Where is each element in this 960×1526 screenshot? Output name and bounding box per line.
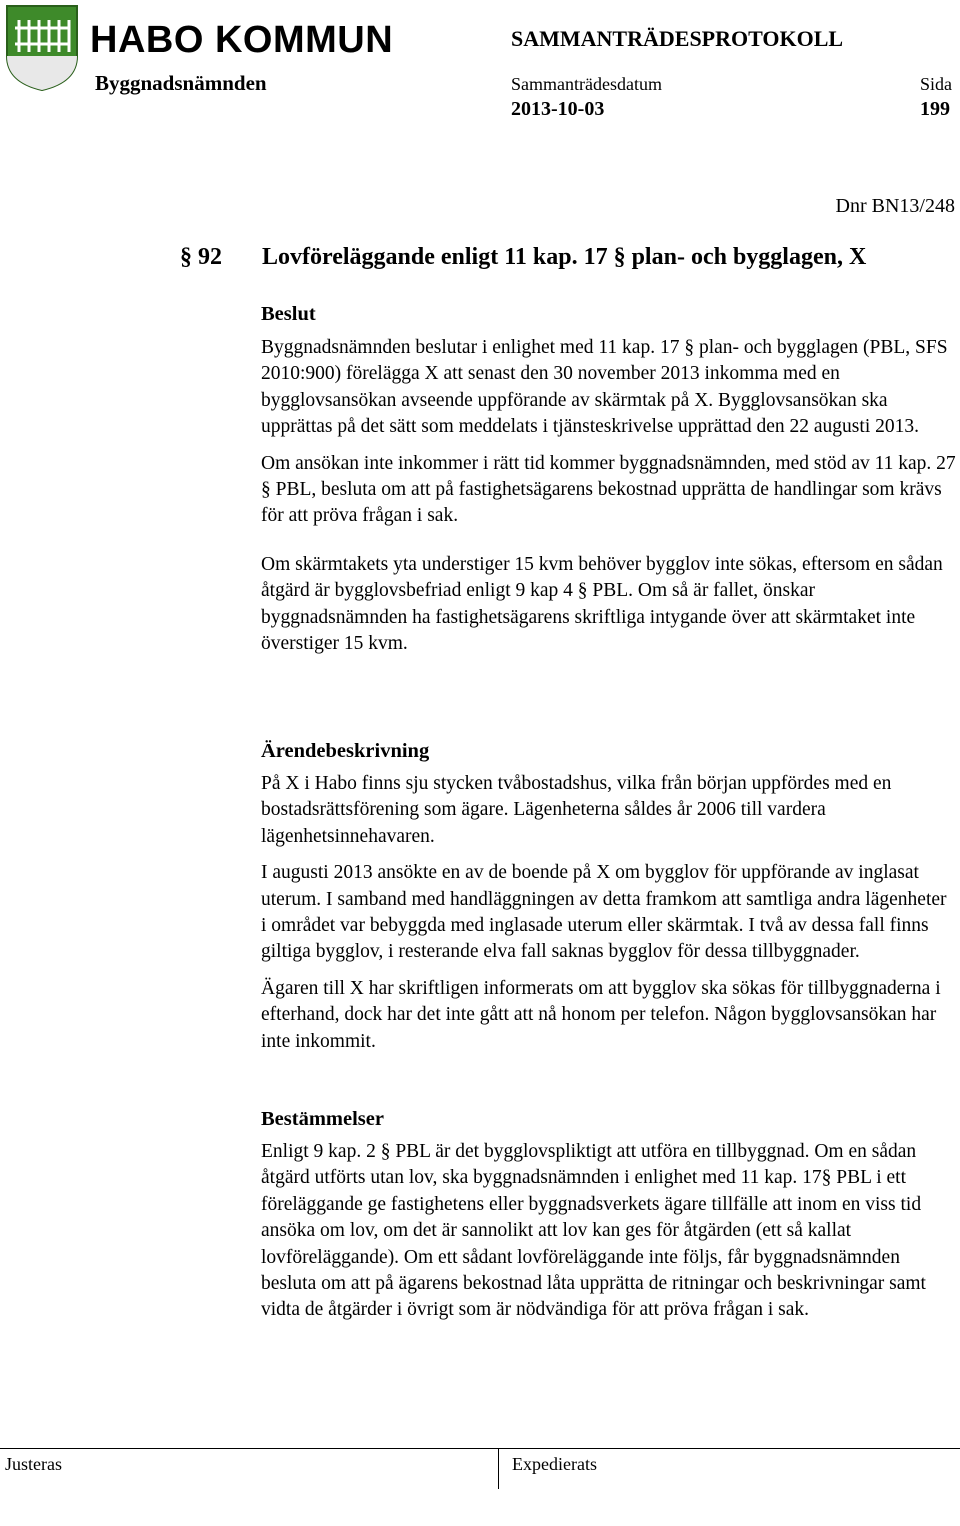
page-number: 199 <box>920 98 950 120</box>
bestammelser-heading: Bestämmelser <box>261 1108 384 1130</box>
arende-paragraph: I augusti 2013 ansökte en av de boende på X om bygglov för uppförande av inglasat uterum. I samband med handläggningen av detta framkom att samtliga andra lägenheter i området var bebyggda med inglasade uterum eller skärmtak. I två av dessa fall finns giltiga bygglov, i resterande elva fall saknas bygglov för dessa tillbyggnader. <box>261 862 947 963</box>
arendebeskrivning-heading: Ärendebeskrivning <box>261 740 430 762</box>
arende-paragraph: På X i Habo finns sju stycken tvåbostadshus, vilka från början uppfördes med en bostadsrättsförening som ägare. Lägenheterna såldes år 2006 till vardera lägenhetsinnehavaren. <box>261 773 892 847</box>
case-number: Dnr BN13/248 <box>835 195 955 217</box>
bestammelser-paragraph: Enligt 9 kap. 2 § PBL är det bygglovspliktigt att utföra en tillbyggnad. Om en sådan åtgärd utförts utan lov, ska byggnadsnämnden i enlighet med 11 kap. 17§ PBL i ett föreläggande ge fastighetens eller byggnadsverkets ägare tillfälle att inom en viss tid ansöka om lov, om det är sannolikt att lov kan ges för åtgärden (ett så kallat lovföreläggande). Om ett sådant lovföreläggande inte följs, får byggnadsnämnden besluta om att på ägarens bekostnad låta upprätta de ritningar och beskrivningar samt vidta de åtgärder i övrigt som är nödvändiga för att pröva frågan i sak. <box>261 1141 926 1321</box>
meeting-date-value: 2013-10-03 <box>511 98 605 120</box>
section-number: § 92 <box>180 244 222 270</box>
beslut-block <box>261 301 956 657</box>
organization-name: Byggnadsnämnden <box>95 71 267 95</box>
beslut-paragraph: Om skärmtakets yta understiger 15 kvm behöver bygglov inte sökas, eftersom en sådan åtgärd är bygglovsbefriad enligt 9 kap 4 § PBL. Om så är fallet, önskar byggnadsnämnden ha fastighetsägarens skriftliga intygande över att skärmtaket inte överstiger 15 kvm. <box>261 553 943 655</box>
beslut-paragraph: Byggnadsnämnden beslutar i enlighet med 11 kap. 17 § plan- och bygglagen (PBL, SFS 2010:900) förelägga X att senast den 30 november 2013 inkomma med en bygglovsansökan avseende uppförande av skärmtak på X. Bygglovsansökan ska upprättas på det sätt som meddelats i tjänsteskrivelse upprättad den 22 augusti 2013. <box>261 337 948 438</box>
section-title: Lovföreläggande enligt 11 kap. 17 § plan- och bygglagen, X <box>262 244 867 270</box>
habo-kommun-coat-of-arms-logo <box>5 4 79 92</box>
page-label: Sida <box>920 74 953 94</box>
expedierats-label: Expedierats <box>512 1454 597 1474</box>
logo-wordmark: HABO KOMMUN <box>90 19 394 61</box>
arende-paragraph: Ägaren till X har skriftligen informerats om att bygglov ska sökas för tillbyggnaderna i efterhand, dock har det inte gått att nå honom per telefon. Någon bygglovsansökan har inte inkommit. <box>261 977 941 1052</box>
section-heading <box>180 242 866 272</box>
footer-rule <box>0 1448 960 1449</box>
bestammelser-block <box>261 1106 956 1324</box>
footer-divider <box>498 1449 499 1489</box>
arendebeskrivning-block <box>261 738 956 1055</box>
justeras-label: Justeras <box>5 1454 62 1474</box>
meeting-date-label: Sammanträdesdatum <box>511 74 662 94</box>
beslut-heading: Beslut <box>261 303 316 325</box>
document-title: SAMMANTRÄDESPROTOKOLL <box>511 26 844 51</box>
beslut-paragraph: Om ansökan inte inkommer i rätt tid kommer byggnadsnämnden, med stöd av 11 kap. 27 § PBL, besluta om att på fastighetsägarens bekostnad upprätta de handlingar som krävs för att pröva frågan i sak. <box>261 452 956 527</box>
